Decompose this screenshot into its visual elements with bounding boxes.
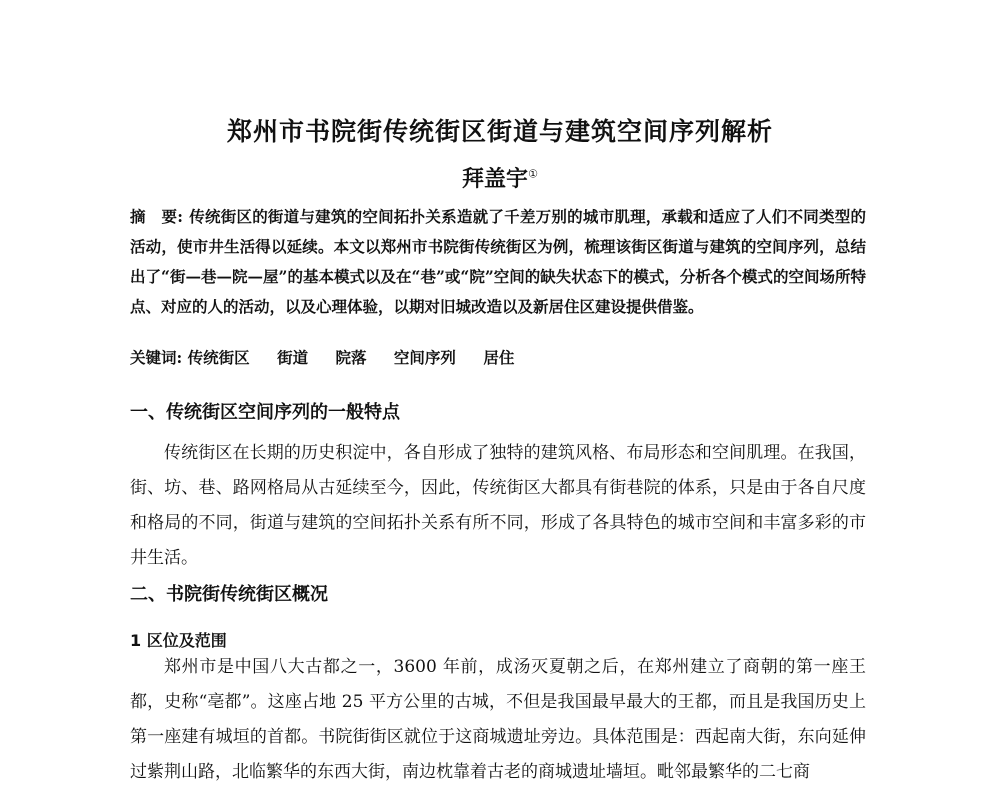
paper-title: 郑州市书院街传统街区街道与建筑空间序列解析 bbox=[226, 117, 773, 146]
abstract-label: 摘 要: bbox=[130, 207, 183, 226]
keyword-item: 居住 bbox=[483, 348, 515, 367]
keywords bbox=[130, 346, 866, 368]
keyword-item: 街道 bbox=[277, 348, 309, 367]
section-1-paragraph: 传统街区在长期的历史积淀中，各自形成了独特的建筑风格、布局形态和空间肌理。在我国，街、坊、巷、路网格局从古延续至今，因此，传统街区大都具有街巷院的体系，只是由于各自尺度和格局的不同，街道与建筑的空间拓扑关系有所不同，形成了各具特色的城市空间和丰富多彩的市井生活。 bbox=[130, 443, 866, 568]
author-name: 拜盖宇 bbox=[462, 166, 529, 192]
subsection-1-paragraph: 郑州市是中国八大古都之一，3600 年前，成汤灭夏朝之后，在郑州建立了商朝的第一座王都，史称“亳都”。这座占地 25 平方公里的古城，不但是我国最早最大的王都，而且是我国历史上第一座建有城垣的首都。书院街街区就位于这商城遗址旁边。具体范围是：西起南大街，东向延伸过紫荆山路，北临繁华的东西大街，南边枕靠着古老的商城遗址墙垣。毗邻最繁华的二七商 bbox=[130, 657, 866, 782]
section-2-heading: 二、书院街传统街区概况 bbox=[130, 584, 328, 605]
keyword-item: 空间序列 bbox=[393, 348, 456, 367]
section-1-heading: 一、传统街区空间序列的一般特点 bbox=[130, 402, 400, 423]
keyword-item: 院落 bbox=[335, 348, 367, 367]
author-line bbox=[0, 162, 1000, 193]
abstract bbox=[130, 202, 866, 322]
abstract-text: 传统街区的街道与建筑的空间拓扑关系造就了千差万别的城市肌理，承载和适应了人们不同类型的活动，使市井生活得以延续。本文以郑州市书院街传统街区为例，梳理该街区街道与建筑的空间序列，总结出了“街—巷—院—屋”的基本模式以及在“巷”或“院”空间的缺失状态下的模式，分析各个模式的空间场所特点、对应的人的活动，以及心理体验，以期对旧城改造以及新居住区建设提供借鉴。 bbox=[130, 207, 866, 316]
author-footnote-marker: ① bbox=[528, 167, 538, 181]
subsection-1-heading: 1 区位及范围 bbox=[130, 631, 227, 650]
keywords-label: 关键词: bbox=[130, 348, 183, 367]
keyword-item: 传统街区 bbox=[187, 348, 250, 367]
